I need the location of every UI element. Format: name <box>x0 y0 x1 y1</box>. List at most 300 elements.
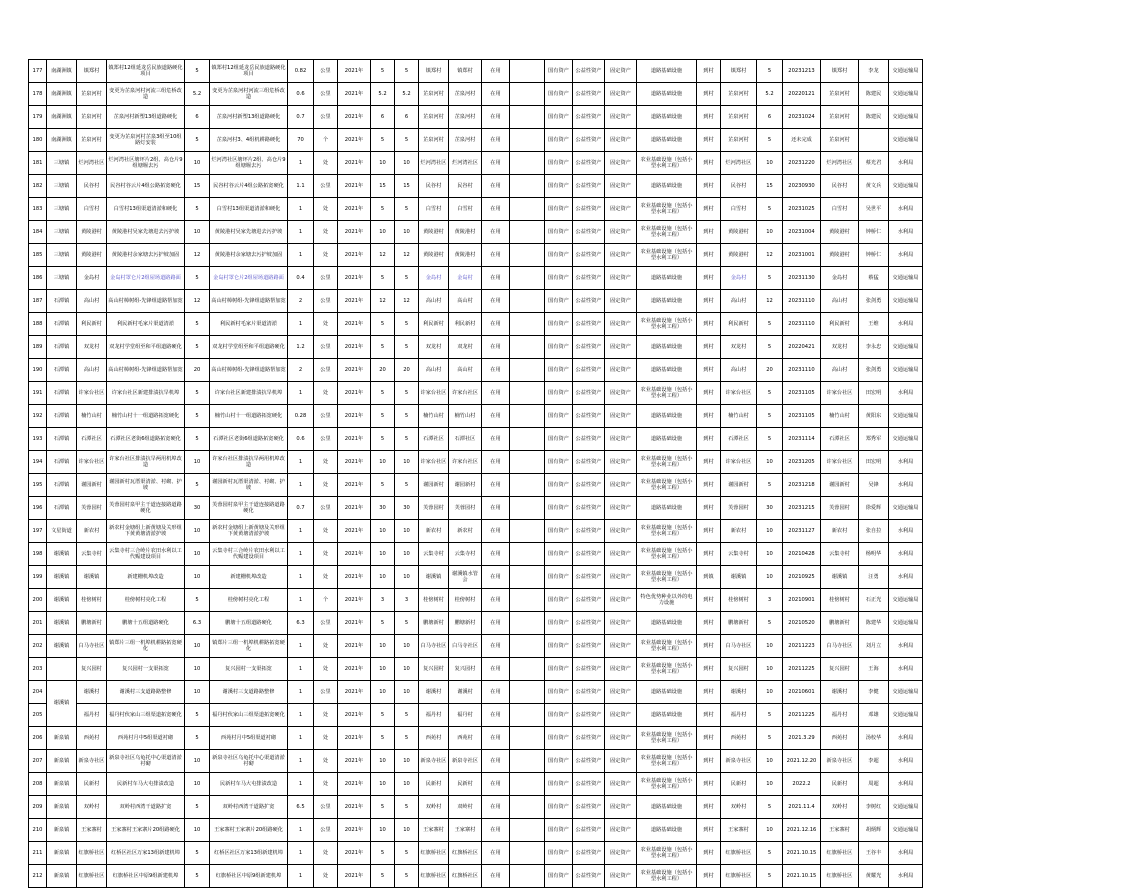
table-row <box>29 865 923 888</box>
cell-manager: 谢溪村 <box>449 681 482 704</box>
cell-asset-class: 固定资产 <box>605 60 637 83</box>
table-row <box>29 497 923 520</box>
cell-asset-type: 国有资产 <box>545 336 573 359</box>
cell-scale: 0.6 <box>288 83 314 106</box>
cell-beneficiary: 谢溪镇 <box>721 566 757 589</box>
cell-fund-a: 5 <box>371 865 395 888</box>
cell-value: 5 <box>757 129 783 152</box>
cell-project-name-2: 新泉寺社区乌龟托中心渠道清淤衬砌 <box>210 750 288 773</box>
cell-scale: 1 <box>288 773 314 796</box>
cell-contact: 徐爱辉 <box>859 497 889 520</box>
cell-holder: 红旗桥社区 <box>821 865 859 888</box>
cell-completion-date: 20210428 <box>783 543 821 566</box>
cell-project-name-2: 金岛村罩仑片2组屋场道路路面 <box>210 267 288 290</box>
cell-asset-nature: 公益性资产 <box>573 60 605 83</box>
cell-contact: 吴锋 <box>859 474 889 497</box>
cell-asset-class: 固定资产 <box>605 336 637 359</box>
table-row <box>29 658 923 681</box>
cell-beneficiary: 云集寺村 <box>721 543 757 566</box>
cell-village: 谢溪镇 <box>77 566 107 589</box>
cell-town: 新泉镇 <box>47 750 77 773</box>
cell-town: 新泉镇 <box>47 773 77 796</box>
cell-level: 到村 <box>697 175 721 198</box>
cell-index: 192 <box>29 405 47 428</box>
cell-level: 到村 <box>697 727 721 750</box>
cell-status: 在用 <box>482 382 510 405</box>
cell-holder: 王家寨村 <box>821 819 859 842</box>
cell-note <box>510 543 545 566</box>
table-row <box>29 267 923 290</box>
cell-status: 在用 <box>482 405 510 428</box>
cell-owner: 双岭村 <box>419 796 449 819</box>
cell-asset-class: 固定资产 <box>605 681 637 704</box>
cell-level: 到村 <box>697 520 721 543</box>
cell-beneficiary: 双龙村 <box>721 336 757 359</box>
cell-holder: 西苑村 <box>821 727 859 750</box>
cell-facility-type: 道路基础设施 <box>637 60 697 83</box>
cell-town: 石潭镇 <box>47 428 77 451</box>
cell-village: 复兴园村 <box>77 658 107 681</box>
cell-completion-date: 2021.11.4 <box>783 796 821 819</box>
cell-owner: 黄陵港村 <box>419 221 449 244</box>
cell-asset-type: 国有资产 <box>545 405 573 428</box>
cell-unit: 处 <box>314 704 338 727</box>
cell-manager: 红旗桥社区 <box>449 842 482 865</box>
cell-facility-type: 道路基础设施 <box>637 612 697 635</box>
cell-amount: 5 <box>185 727 210 750</box>
cell-status: 在用 <box>482 244 510 267</box>
cell-status: 在用 <box>482 589 510 612</box>
cell-project-name-2: 福丹村伙家山三组渠道拓宽硬化 <box>210 704 288 727</box>
cell-department: 交通运输局 <box>889 681 923 704</box>
cell-village: 镇郑村 <box>77 60 107 83</box>
cell-project-name-2: 桂傍树村亮化工程 <box>210 589 288 612</box>
cell-asset-nature: 公益性资产 <box>573 244 605 267</box>
cell-asset-class: 固定资产 <box>605 451 637 474</box>
cell-owner: 芙蓉园村 <box>419 497 449 520</box>
cell-level: 到村 <box>697 198 721 221</box>
cell-contact: 黄耀光 <box>859 865 889 888</box>
cell-department: 水利局 <box>889 842 923 865</box>
cell-beneficiary: 芷泉河村 <box>721 106 757 129</box>
cell-asset-type: 国有资产 <box>545 175 573 198</box>
cell-facility-type: 农业基础设施（包括小型水利工程） <box>637 543 697 566</box>
cell-facility-type: 道路基础设施 <box>637 497 697 520</box>
cell-asset-class: 固定资产 <box>605 566 637 589</box>
cell-fund-a: 5 <box>371 129 395 152</box>
cell-amount: 10 <box>185 773 210 796</box>
cell-fund-a: 3 <box>371 589 395 612</box>
cell-town: 文星街道 <box>47 520 77 543</box>
cell-village: 黄陵港村 <box>77 221 107 244</box>
cell-owner: 高山村 <box>419 359 449 382</box>
cell-index: 210 <box>29 819 47 842</box>
cell-status: 在用 <box>482 566 510 589</box>
cell-fund-a: 5 <box>371 474 395 497</box>
cell-year: 2021年 <box>338 589 371 612</box>
cell-fund-a: 5 <box>371 382 395 405</box>
cell-asset-nature: 公益性资产 <box>573 612 605 635</box>
cell-fund-b: 5 <box>395 382 419 405</box>
cell-asset-class: 固定资产 <box>605 704 637 727</box>
cell-asset-nature: 公益性资产 <box>573 681 605 704</box>
cell-facility-type: 道路基础设施 <box>637 428 697 451</box>
cell-index: 191 <box>29 382 47 405</box>
cell-department: 交通运输局 <box>889 175 923 198</box>
cell-note <box>510 612 545 635</box>
table-row <box>29 727 923 750</box>
cell-fund-a: 10 <box>371 221 395 244</box>
cell-project-name: 烂河湾社区塘坪片2组、高仓片9组塘堰去污 <box>107 152 185 175</box>
cell-project-name-2: 高山村樟树组-先锋组道路帮加宽 <box>210 290 288 313</box>
cell-village: 云集寺村 <box>77 543 107 566</box>
cell-town: 谢溪镇 <box>47 543 77 566</box>
cell-town <box>47 658 77 681</box>
cell-fund-a: 5 <box>371 198 395 221</box>
cell-beneficiary: 民新村 <box>721 773 757 796</box>
cell-asset-nature: 公益性资产 <box>573 842 605 865</box>
cell-scale: 0.28 <box>288 405 314 428</box>
cell-project-name: 镇郑村12组延龙岳民族道路硬化项目 <box>107 60 185 83</box>
table-row <box>29 566 923 589</box>
cell-owner: 福丹村 <box>419 704 449 727</box>
cell-note <box>510 727 545 750</box>
cell-village: 许家台社区 <box>77 382 107 405</box>
cell-manager: 芷泉河村 <box>449 106 482 129</box>
cell-unit: 处 <box>314 865 338 888</box>
cell-fund-a: 10 <box>371 635 395 658</box>
cell-amount: 5 <box>185 589 210 612</box>
cell-asset-nature: 公益性资产 <box>573 750 605 773</box>
cell-note <box>510 566 545 589</box>
cell-project-name: 黄陵港村吴家先塘进去污护坡 <box>107 221 185 244</box>
cell-fund-a: 12 <box>371 290 395 313</box>
cell-unit: 公里 <box>314 497 338 520</box>
cell-fund-a: 5 <box>371 842 395 865</box>
cell-status: 在用 <box>482 336 510 359</box>
cell-asset-nature: 公益性资产 <box>573 198 605 221</box>
cell-asset-type: 国有资产 <box>545 382 573 405</box>
cell-scale: 1 <box>288 842 314 865</box>
cell-value: 5 <box>757 704 783 727</box>
cell-village: 芷泉河村 <box>77 106 107 129</box>
cell-level: 到村 <box>697 267 721 290</box>
cell-manager: 芙蓉园村 <box>449 497 482 520</box>
cell-value: 5 <box>757 865 783 888</box>
cell-town: 谢溪镇 <box>47 635 77 658</box>
cell-amount: 10 <box>185 152 210 175</box>
cell-facility-type: 农业基础设施（包括小型水利工程） <box>637 635 697 658</box>
cell-asset-type: 国有资产 <box>545 221 573 244</box>
cell-status: 在用 <box>482 520 510 543</box>
cell-asset-nature: 公益性资产 <box>573 313 605 336</box>
cell-holder: 金岛村 <box>821 267 859 290</box>
cell-note <box>510 451 545 474</box>
cell-note <box>510 359 545 382</box>
cell-department: 交通运输局 <box>889 359 923 382</box>
cell-owner: 白马寺社区 <box>419 635 449 658</box>
cell-value: 10 <box>757 750 783 773</box>
cell-year: 2021年 <box>338 474 371 497</box>
cell-value: 5 <box>757 474 783 497</box>
cell-project-name-2: 许家台社区新建排渍抗旱机埠 <box>210 382 288 405</box>
cell-owner: 红旗桥社区 <box>419 865 449 888</box>
cell-unit: 公里 <box>314 819 338 842</box>
cell-status: 在用 <box>482 658 510 681</box>
cell-fund-b: 10 <box>395 819 419 842</box>
cell-value: 5 <box>757 313 783 336</box>
cell-note <box>510 474 545 497</box>
cell-note <box>510 796 545 819</box>
cell-fund-a: 5 <box>371 336 395 359</box>
cell-project-name: 变更为芷泉河村河流三组危桥改造 <box>107 83 185 106</box>
cell-scale: 1.1 <box>288 175 314 198</box>
cell-amount: 5 <box>185 382 210 405</box>
cell-value: 5 <box>757 267 783 290</box>
cell-holder: 谢溪镇 <box>821 566 859 589</box>
cell-unit: 处 <box>314 451 338 474</box>
cell-index: 183 <box>29 198 47 221</box>
cell-year: 2021年 <box>338 106 371 129</box>
cell-index: 179 <box>29 106 47 129</box>
cell-status: 在用 <box>482 428 510 451</box>
cell-status: 在用 <box>482 221 510 244</box>
cell-project-name: 云集寺村三合岭片农田水利以工代赈建设项目 <box>107 543 185 566</box>
cell-facility-type: 特色优势种业以外的电力设施 <box>637 589 697 612</box>
cell-level: 到村 <box>697 543 721 566</box>
cell-amount: 5 <box>185 474 210 497</box>
cell-unit: 处 <box>314 520 338 543</box>
cell-value: 5 <box>757 405 783 428</box>
cell-project-name: 新泉寺社区乌龟托中心渠道清淤衬砌 <box>107 750 185 773</box>
cell-owner: 芷泉河村 <box>419 129 449 152</box>
cell-asset-type: 国有资产 <box>545 681 573 704</box>
cell-project-name: 谢溪村三支道路路整修 <box>107 681 185 704</box>
cell-manager: 许家台社区 <box>449 451 482 474</box>
cell-beneficiary: 复兴园村 <box>721 658 757 681</box>
cell-department: 水利局 <box>889 635 923 658</box>
cell-village: 高山村 <box>77 290 107 313</box>
cell-fund-a: 10 <box>371 152 395 175</box>
cell-completion-date: 20211223 <box>783 635 821 658</box>
cell-manager: 福丹村 <box>449 704 482 727</box>
cell-amount: 10 <box>185 658 210 681</box>
cell-level: 到村 <box>697 819 721 842</box>
cell-level: 到村 <box>697 658 721 681</box>
cell-fund-a: 10 <box>371 520 395 543</box>
cell-level: 到村 <box>697 750 721 773</box>
cell-project-name: 西苑村月中5组渠道衬砌 <box>107 727 185 750</box>
cell-fund-b: 5 <box>395 405 419 428</box>
cell-note <box>510 865 545 888</box>
cell-fund-b: 30 <box>395 497 419 520</box>
cell-scale: 2 <box>288 290 314 313</box>
cell-level: 到村 <box>697 129 721 152</box>
cell-fund-a: 10 <box>371 543 395 566</box>
cell-project-name-2: 镇郑片三组一机埠机耕路拓宽硬化 <box>210 635 288 658</box>
cell-amount: 5 <box>185 313 210 336</box>
cell-unit: 个 <box>314 129 338 152</box>
cell-project-name-2: 许家台社区排渍抗旱两用机埠改造 <box>210 451 288 474</box>
table-row <box>29 60 923 83</box>
cell-year: 2021年 <box>338 681 371 704</box>
cell-department: 交通运输局 <box>889 290 923 313</box>
cell-fund-a: 15 <box>371 175 395 198</box>
cell-facility-type: 农业基础设施（包括小型水利工程） <box>637 865 697 888</box>
cell-department: 水利局 <box>889 221 923 244</box>
table-row <box>29 382 923 405</box>
cell-scale: 1 <box>288 451 314 474</box>
cell-index: 198 <box>29 543 47 566</box>
cell-value: 5 <box>757 60 783 83</box>
cell-facility-type: 道路基础设施 <box>637 704 697 727</box>
cell-asset-nature: 公益性资产 <box>573 474 605 497</box>
cell-amount: 5 <box>185 796 210 819</box>
cell-project-name: 双岭村西湾干道路扩宽 <box>107 796 185 819</box>
cell-contact: 王谷丰 <box>859 842 889 865</box>
cell-contact: 陈建民 <box>859 106 889 129</box>
cell-scale: 1 <box>288 543 314 566</box>
table-row <box>29 83 923 106</box>
cell-manager: 红旗桥社区 <box>449 865 482 888</box>
cell-unit: 处 <box>314 727 338 750</box>
cell-department: 交通运输局 <box>889 497 923 520</box>
cell-asset-class: 固定资产 <box>605 543 637 566</box>
cell-contact: 田宏明 <box>859 382 889 405</box>
cell-index: 182 <box>29 175 47 198</box>
cell-scale: 1 <box>288 244 314 267</box>
cell-owner: 烂河湾社区 <box>419 152 449 175</box>
cell-facility-type: 农业基础设施（包括小型水利工程） <box>637 451 697 474</box>
cell-completion-date: 20231213 <box>783 60 821 83</box>
cell-level: 到村 <box>697 704 721 727</box>
cell-scale: 1 <box>288 198 314 221</box>
cell-town: 三塘镇 <box>47 198 77 221</box>
cell-department: 交通运输局 <box>889 336 923 359</box>
cell-facility-type: 农业基础设施（包括小型水利工程） <box>637 520 697 543</box>
cell-owner: 西苑村 <box>419 727 449 750</box>
cell-department: 交通运输局 <box>889 83 923 106</box>
cell-level: 到村 <box>697 842 721 865</box>
cell-note <box>510 405 545 428</box>
cell-contact: 蔡光君 <box>859 152 889 175</box>
cell-value: 30 <box>757 497 783 520</box>
cell-index: 204 <box>29 681 47 704</box>
table-row <box>29 543 923 566</box>
cell-unit: 处 <box>314 221 338 244</box>
cell-status: 在用 <box>482 865 510 888</box>
cell-manager: 利民新村 <box>449 313 482 336</box>
cell-village: 白雪村 <box>77 198 107 221</box>
cell-manager: 高山村 <box>449 290 482 313</box>
cell-asset-type: 国有资产 <box>545 428 573 451</box>
table-row <box>29 244 923 267</box>
cell-status: 在用 <box>482 129 510 152</box>
cell-department: 交通运输局 <box>889 267 923 290</box>
cell-asset-type: 国有资产 <box>545 520 573 543</box>
cell-fund-b: 5 <box>395 313 419 336</box>
cell-fund-b: 5 <box>395 336 419 359</box>
cell-project-name-2: 民新村车马大屯排渍改造 <box>210 773 288 796</box>
cell-manager: 白马寺社区 <box>449 635 482 658</box>
cell-beneficiary: 烂河湾社区 <box>721 152 757 175</box>
cell-project-name: 金岛村罩仑片2组屋场道路路面 <box>107 267 185 290</box>
cell-fund-b: 12 <box>395 244 419 267</box>
cell-project-name-2: 双岭村西湾干道路扩宽 <box>210 796 288 819</box>
cell-asset-nature: 公益性资产 <box>573 290 605 313</box>
cell-asset-class: 固定资产 <box>605 83 637 106</box>
cell-beneficiary: 白马寺社区 <box>721 635 757 658</box>
cell-level: 到村 <box>697 773 721 796</box>
cell-owner: 白雪村 <box>419 198 449 221</box>
cell-amount: 10 <box>185 566 210 589</box>
cell-beneficiary: 楠竹山村 <box>721 405 757 428</box>
cell-fund-b: 10 <box>395 773 419 796</box>
cell-asset-type: 国有资产 <box>545 658 573 681</box>
cell-owner: 云集寺村 <box>419 543 449 566</box>
cell-project-name: 民新村车马大屯排渍改造 <box>107 773 185 796</box>
cell-asset-nature: 公益性资产 <box>573 129 605 152</box>
cell-village: 谢溪村 <box>77 681 107 704</box>
cell-village: 利民新村 <box>77 313 107 336</box>
cell-owner: 镇郑村 <box>419 60 449 83</box>
cell-town: 新泉镇 <box>47 819 77 842</box>
cell-fund-a: 10 <box>371 658 395 681</box>
cell-facility-type: 道路基础设施 <box>637 796 697 819</box>
cell-holder: 芷泉河村 <box>821 83 859 106</box>
cell-project-name: 鹏塘十五组道路硬化 <box>107 612 185 635</box>
cell-project-name-2: 新农村金塘组上新黄塘及关形组下黄黄塘清淤护坡 <box>210 520 288 543</box>
cell-beneficiary: 黄陵港村 <box>721 221 757 244</box>
cell-department: 水利局 <box>889 773 923 796</box>
cell-village: 新农村 <box>77 520 107 543</box>
cell-holder: 桂傍树村 <box>821 589 859 612</box>
cell-village: 西苑村 <box>77 727 107 750</box>
cell-project-name: 许家台社区排渍抗旱两用机埠改造 <box>107 451 185 474</box>
cell-project-name: 福丹村伙家山三组渠道拓宽硬化 <box>107 704 185 727</box>
cell-project-name: 谢园新村瓦厝渠清淤、衬砌、护坡 <box>107 474 185 497</box>
cell-fund-b: 20 <box>395 359 419 382</box>
cell-contact: 李龙 <box>859 60 889 83</box>
cell-value: 5.2 <box>757 83 783 106</box>
cell-completion-date: 20231001 <box>783 244 821 267</box>
cell-value: 12 <box>757 290 783 313</box>
cell-scale: 1 <box>288 313 314 336</box>
cell-completion-date: 2021.10.15 <box>783 865 821 888</box>
cell-year: 2021年 <box>338 750 371 773</box>
cell-manager: 烂河湾社区 <box>449 152 482 175</box>
cell-note <box>510 428 545 451</box>
cell-facility-type: 农业基础设施（包括小型水利工程） <box>637 750 697 773</box>
cell-facility-type: 农业基础设施（包括小型水利工程） <box>637 842 697 865</box>
cell-index: 201 <box>29 612 47 635</box>
cell-holder: 民谷村 <box>821 175 859 198</box>
asset-table-body <box>29 60 923 888</box>
table-row <box>29 313 923 336</box>
cell-village: 许家台社区 <box>77 451 107 474</box>
cell-village: 双龙村 <box>77 336 107 359</box>
cell-project-name: 双龙村学堂组至和平组道路硬化 <box>107 336 185 359</box>
cell-contact: 李树红 <box>859 796 889 819</box>
cell-facility-type: 农业基础设施（包括小型水利工程） <box>637 658 697 681</box>
cell-facility-type: 道路基础设施 <box>637 175 697 198</box>
cell-project-name-2: 红旗桥社区中原9组新建机埠 <box>210 865 288 888</box>
cell-index: 203 <box>29 658 47 681</box>
cell-asset-class: 固定资产 <box>605 106 637 129</box>
cell-completion-date: 20231130 <box>783 267 821 290</box>
cell-asset-type: 国有资产 <box>545 865 573 888</box>
cell-asset-class: 固定资产 <box>605 819 637 842</box>
